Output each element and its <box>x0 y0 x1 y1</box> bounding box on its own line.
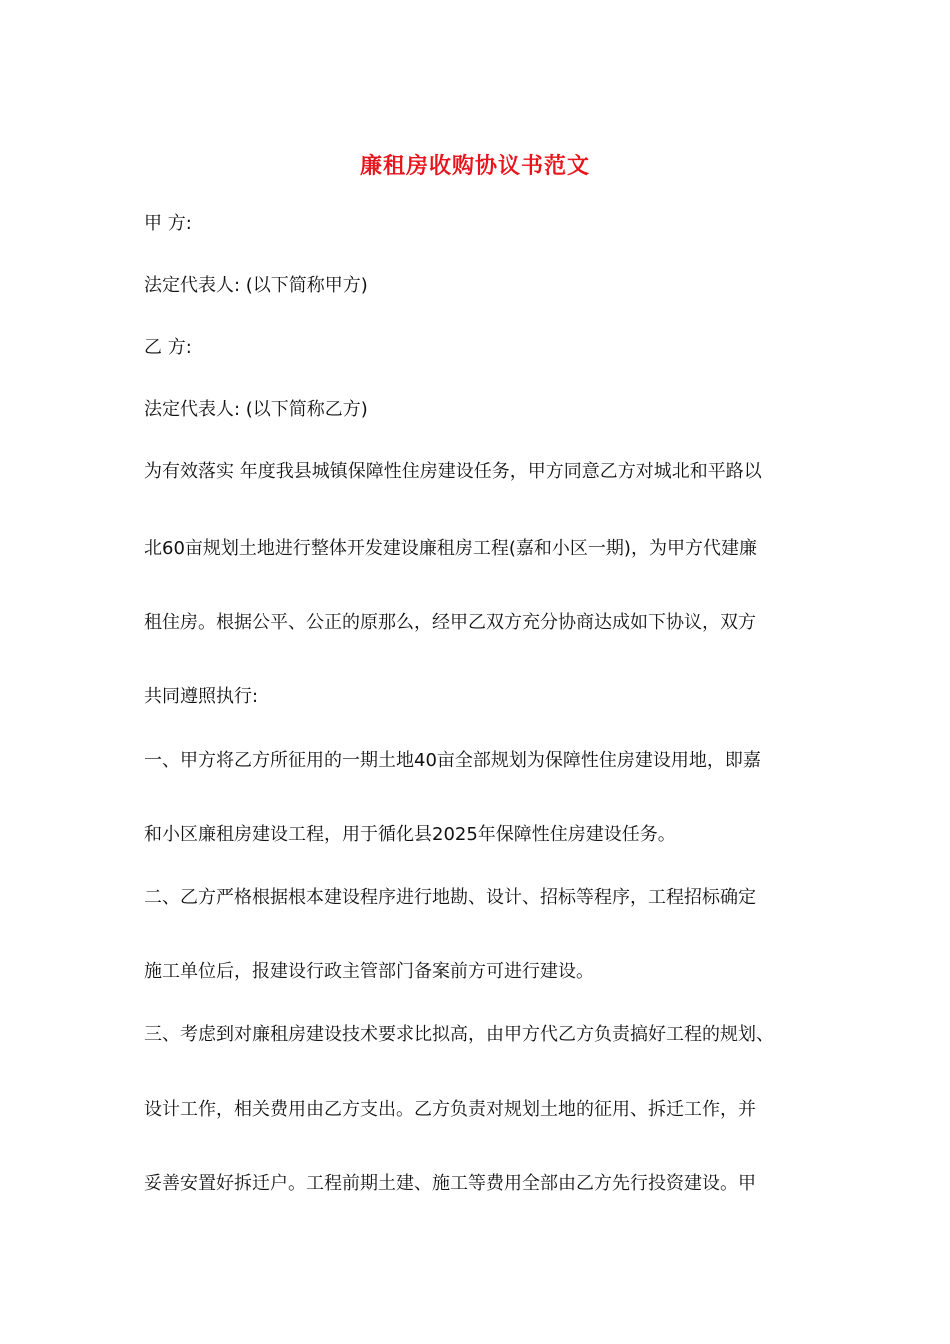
document-title: 廉租房收购协议书范文 <box>359 154 590 179</box>
clause-two-line: 二、乙方严格根据根本建设程序进行地勘、设计、招标等程序，工程招标确定 <box>144 887 756 908</box>
paragraph-line: 为有效落实 年度我县城镇保障性住房建设任务，甲方同意乙方对城北和平路以 <box>144 461 762 482</box>
clause-three-line: 三、考虑到对廉租房建设技术要求比拟高，由甲方代乙方负责搞好工程的规划、 <box>144 1024 774 1045</box>
party-a-representative-line: 法定代表人: (以下简称甲方) <box>144 275 368 296</box>
paragraph-line: 租住房。根据公平、公正的原那么，经甲乙双方充分协商达成如下协议，双方 <box>144 612 756 633</box>
clause-three-line: 妥善安置好拆迁户。工程前期土建、施工等费用全部由乙方先行投资建设。甲 <box>144 1173 756 1194</box>
party-a-line: 甲 方: <box>144 213 192 234</box>
party-b-line: 乙 方: <box>144 337 192 358</box>
paragraph-line: 北60亩规划土地进行整体开发建设廉租房工程(嘉和小区一期)，为甲方代建廉 <box>144 538 757 559</box>
clause-three-line: 设计工作，相关费用由乙方支出。乙方负责对规划土地的征用、拆迁工作，并 <box>144 1099 756 1120</box>
clause-two-line: 施工单位后，报建设行政主管部门备案前方可进行建设。 <box>144 961 594 982</box>
party-b-representative-line: 法定代表人: (以下简称乙方) <box>144 399 368 420</box>
clause-one-line: 一、甲方将乙方所征用的一期土地40亩全部规划为保障性住房建设用地，即嘉 <box>144 750 761 771</box>
clause-one-line: 和小区廉租房建设工程，用于循化县2025年保障性住房建设任务。 <box>144 824 676 845</box>
paragraph-line: 共同遵照执行: <box>144 686 259 707</box>
